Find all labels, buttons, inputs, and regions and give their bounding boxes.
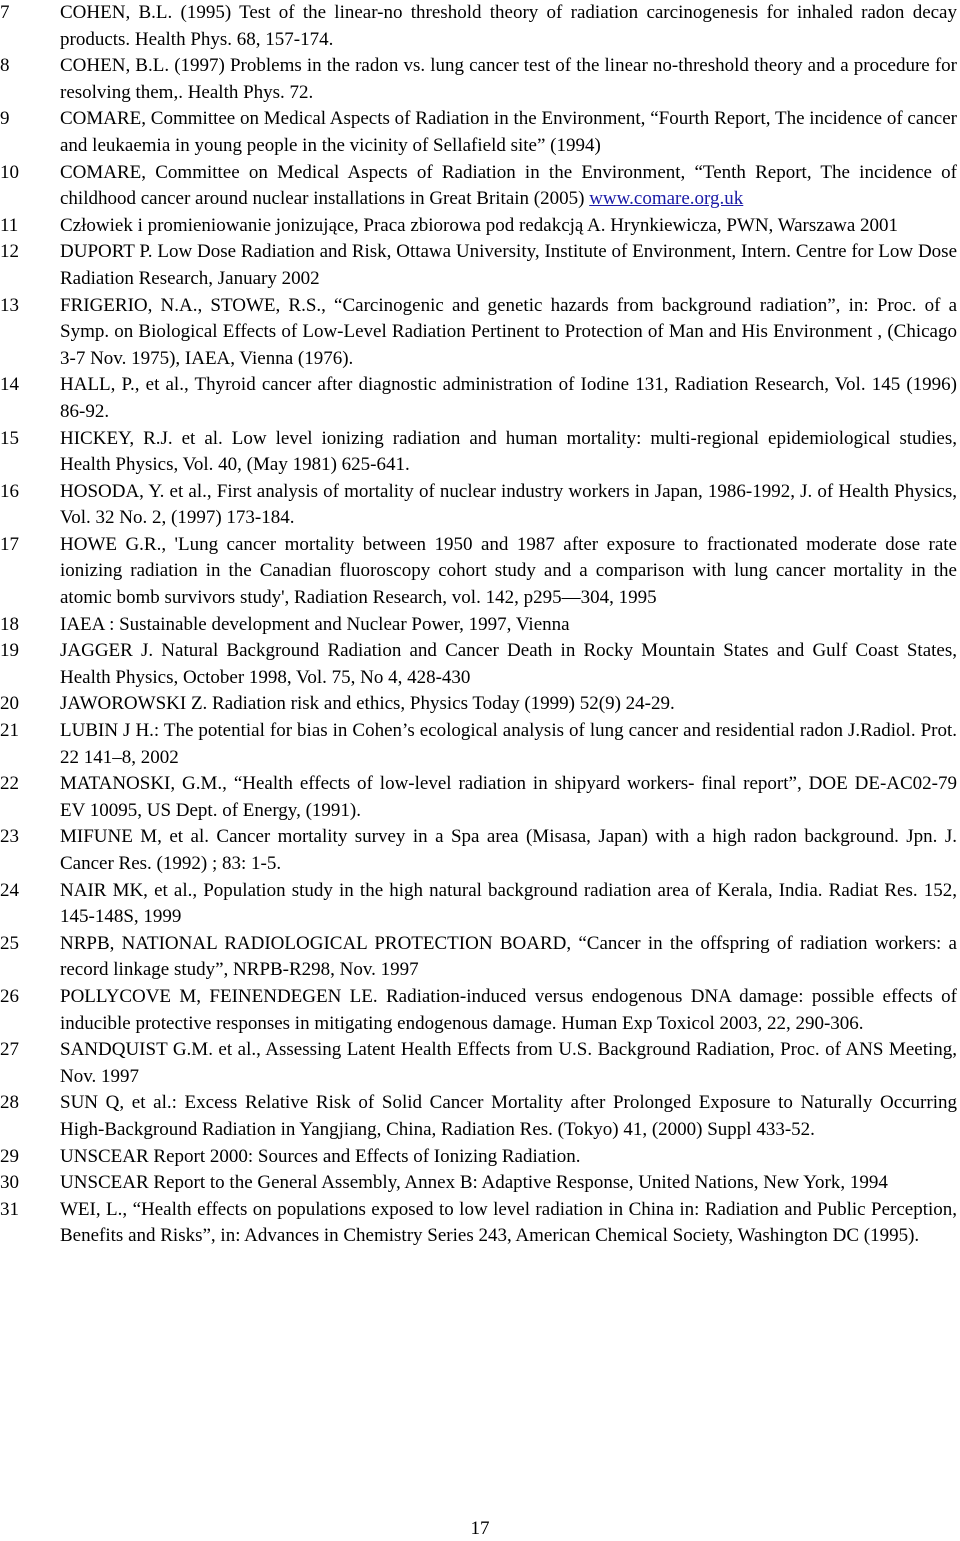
reference-number: 11 [0, 214, 19, 236]
reference-text: NAIR MK, et al., Population study in the high natural background radiation area of Kerala, India. Radiat Res. 152, 145-148S, 1999 [60, 879, 957, 928]
reference-text: HALL, P., et al., Thyroid cancer after diagnostic administration of Iodine 131, Radiation Research, Vol. 145 (1996) 86-92. [60, 374, 957, 422]
reference-number: 17 [0, 533, 19, 555]
reference-number: 10 [0, 161, 19, 183]
comare-link[interactable]: www.comare.org.uk [589, 188, 744, 210]
reference-number: 12 [0, 241, 19, 263]
reference-text: UNSCEAR Report 2000: Sources and Effects of Ionizing Radiation. [60, 1145, 581, 1167]
reference-item [0, 1144, 960, 1171]
reference-text: MATANOSKI, G.M., “Health effects of low-level radiation in shipyard workers- final report”, DOE DE-AC02-79 EV 10095, US Dept. of Energy, (1991). [60, 773, 957, 821]
reference-number: 13 [0, 294, 19, 316]
reference-number: 8 [0, 55, 10, 77]
reference-item [0, 106, 960, 159]
reference-number: 9 [0, 108, 10, 130]
reference-item [0, 239, 960, 292]
reference-item [0, 771, 960, 824]
reference-item [0, 53, 960, 106]
reference-item [0, 426, 960, 479]
reference-text: JAGGER J. Natural Background Radiation and Cancer Death in Rocky Mountain States and Gulf Coast States, Health Physics, October 1998, Vol. 75, No 4, 428-430 [60, 640, 957, 688]
reference-text: IAEA : Sustainable development and Nuclear Power, 1997, Vienna [60, 613, 570, 635]
reference-item [0, 1197, 960, 1250]
reference-item [0, 612, 960, 639]
reference-text: UNSCEAR Report to the General Assembly, Annex B: Adaptive Response, United Nations, New York, 1994 [60, 1172, 888, 1194]
reference-text: HICKEY, R.J. et al. Low level ionizing radiation and human mortality: multi-regional epidemiological studies, Health Physics, Vol. 40, (May 1981) 625-641. [60, 427, 957, 476]
reference-item [0, 638, 960, 691]
reference-item [0, 824, 960, 877]
reference-number: 31 [0, 1198, 19, 1220]
reference-item [0, 984, 960, 1037]
reference-text: COMARE, Committee on Medical Aspects of Radiation in the Environment, “Fourth Report, The incidence of cancer and leukaemia in young people in the vicinity of Sellafield site” (1994) [60, 108, 957, 156]
reference-item [0, 532, 960, 612]
reference-text: POLLYCOVE M, FEINENDEGEN LE. Radiation-induced versus endogenous DNA damage: possible effects of inducible protective responses in mitigating endogenous damage. Human Exp Toxicol 2003, 22, 290-306. [60, 985, 957, 1034]
reference-number: 25 [0, 932, 19, 954]
reference-number: 21 [0, 720, 19, 742]
reference-text: COMARE, Committee on Medical Aspects of Radiation in the Environment, “Tenth Report, The incidence of childhood cancer around nuclear installations in Great Britain (2005) [60, 161, 957, 210]
reference-item [0, 0, 960, 53]
reference-text: FRIGERIO, N.A., STOWE, R.S., “Carcinogenic and genetic hazards from background radiation”, in: Proc. of a Symp. on Biological Effects of Low-Level Radiation Pertinent to Protection of Man and His Environment , (Chicago 3-7 Nov. 1975), IAEA, Vienna (1976). [60, 294, 957, 369]
reference-text: SUN Q, et al.: Excess Relative Risk of Solid Cancer Mortality after Prolonged Exposure to Naturally Occurring High-Background Radiation in Yangjiang, China, Radiation Res. (Tokyo) 41, (2000) Suppl 433-52. [60, 1092, 957, 1140]
reference-item [0, 372, 960, 425]
reference-number: 28 [0, 1092, 19, 1114]
reference-number: 15 [0, 427, 19, 449]
reference-item [0, 479, 960, 532]
reference-number: 19 [0, 640, 19, 662]
reference-number: 22 [0, 773, 19, 795]
reference-item [0, 1090, 960, 1143]
reference-text: Człowiek i promieniowanie jonizujące, Praca zbiorowa pod redakcją A. Hrynkiewicza, PWN, Warszawa 2001 [60, 214, 899, 236]
reference-item [0, 718, 960, 771]
reference-number: 7 [0, 2, 10, 23]
reference-number: 30 [0, 1172, 19, 1194]
reference-text: HOSODA, Y. et al., First analysis of mortality of nuclear industry workers in Japan, 1986-1992, J. of Health Physics, Vol. 32 No. 2, (1997) 173-184. [60, 480, 957, 529]
page-number: 17 [470, 1518, 490, 1539]
reference-number: 20 [0, 693, 19, 715]
reference-text: MIFUNE M, et al. Cancer mortality survey in a Spa area (Misasa, Japan) with a high radon background. Jpn. J. Cancer Res. (1992) ; 83: 1-5. [60, 826, 957, 874]
reference-text: NRPB, NATIONAL RADIOLOGICAL PROTECTION BOARD, “Cancer in the offspring of radiation workers: a record linkage study”, NRPB-R298, Nov. 1997 [60, 932, 957, 981]
reference-number: 27 [0, 1039, 19, 1061]
reference-number: 14 [0, 374, 19, 396]
reference-item [0, 160, 960, 213]
reference-item [0, 931, 960, 984]
reference-item [0, 1170, 960, 1197]
reference-number: 26 [0, 985, 19, 1007]
reference-number: 16 [0, 480, 19, 502]
reference-text: WEI, L., “Health effects on populations exposed to low level radiation in China in: Radiation and Public Perception, Benefits and Risks”, in: Advances in Chemistry Series 243, American Chemical Society, Washington DC (1995). [60, 1198, 957, 1247]
reference-number: 29 [0, 1145, 19, 1167]
reference-text: LUBIN J H.: The potential for bias in Cohen’s ecological analysis of lung cancer and residential radon J.Radiol. Prot. 22 141–8, 2002 [60, 720, 957, 768]
reference-number: 24 [0, 879, 19, 901]
reference-text-container [60, 160, 957, 213]
reference-text: JAWOROWSKI Z. Radiation risk and ethics, Physics Today (1999) 52(9) 24-29. [60, 693, 675, 715]
reference-number: 23 [0, 826, 19, 848]
reference-text: HOWE G.R., 'Lung cancer mortality between 1950 and 1987 after exposure to fractionated moderate dose rate ionizing radiation in the Canadian fluoroscopy cohort study and a comparison with lung cancer mortality in the atomic bomb survivors study', Radiation Research, vol. 142, p295—304, 1995 [60, 533, 957, 609]
reference-item [0, 691, 960, 718]
reference-item [0, 1037, 960, 1090]
reference-text: DUPORT P. Low Dose Radiation and Risk, Ottawa University, Institute of Environment, Intern. Centre for Low Dose Radiation Research, January 2002 [60, 241, 957, 289]
reference-text: COHEN, B.L. (1997) Problems in the radon vs. lung cancer test of the linear no-threshold theory and a procedure for resolving them,. Health Phys. 72. [60, 55, 957, 103]
reference-number: 18 [0, 613, 19, 635]
reference-text: SANDQUIST G.M. et al., Assessing Latent Health Effects from U.S. Background Radiation, Proc. of ANS Meeting, Nov. 1997 [60, 1039, 957, 1087]
reference-text: COHEN, B.L. (1995) Test of the linear-no threshold theory of radiation carcinogenesis for inhaled radon decay products. Health Phys. 68, 157-174. [60, 2, 957, 50]
reference-item [0, 293, 960, 373]
reference-item [0, 878, 960, 931]
reference-item [0, 213, 960, 240]
